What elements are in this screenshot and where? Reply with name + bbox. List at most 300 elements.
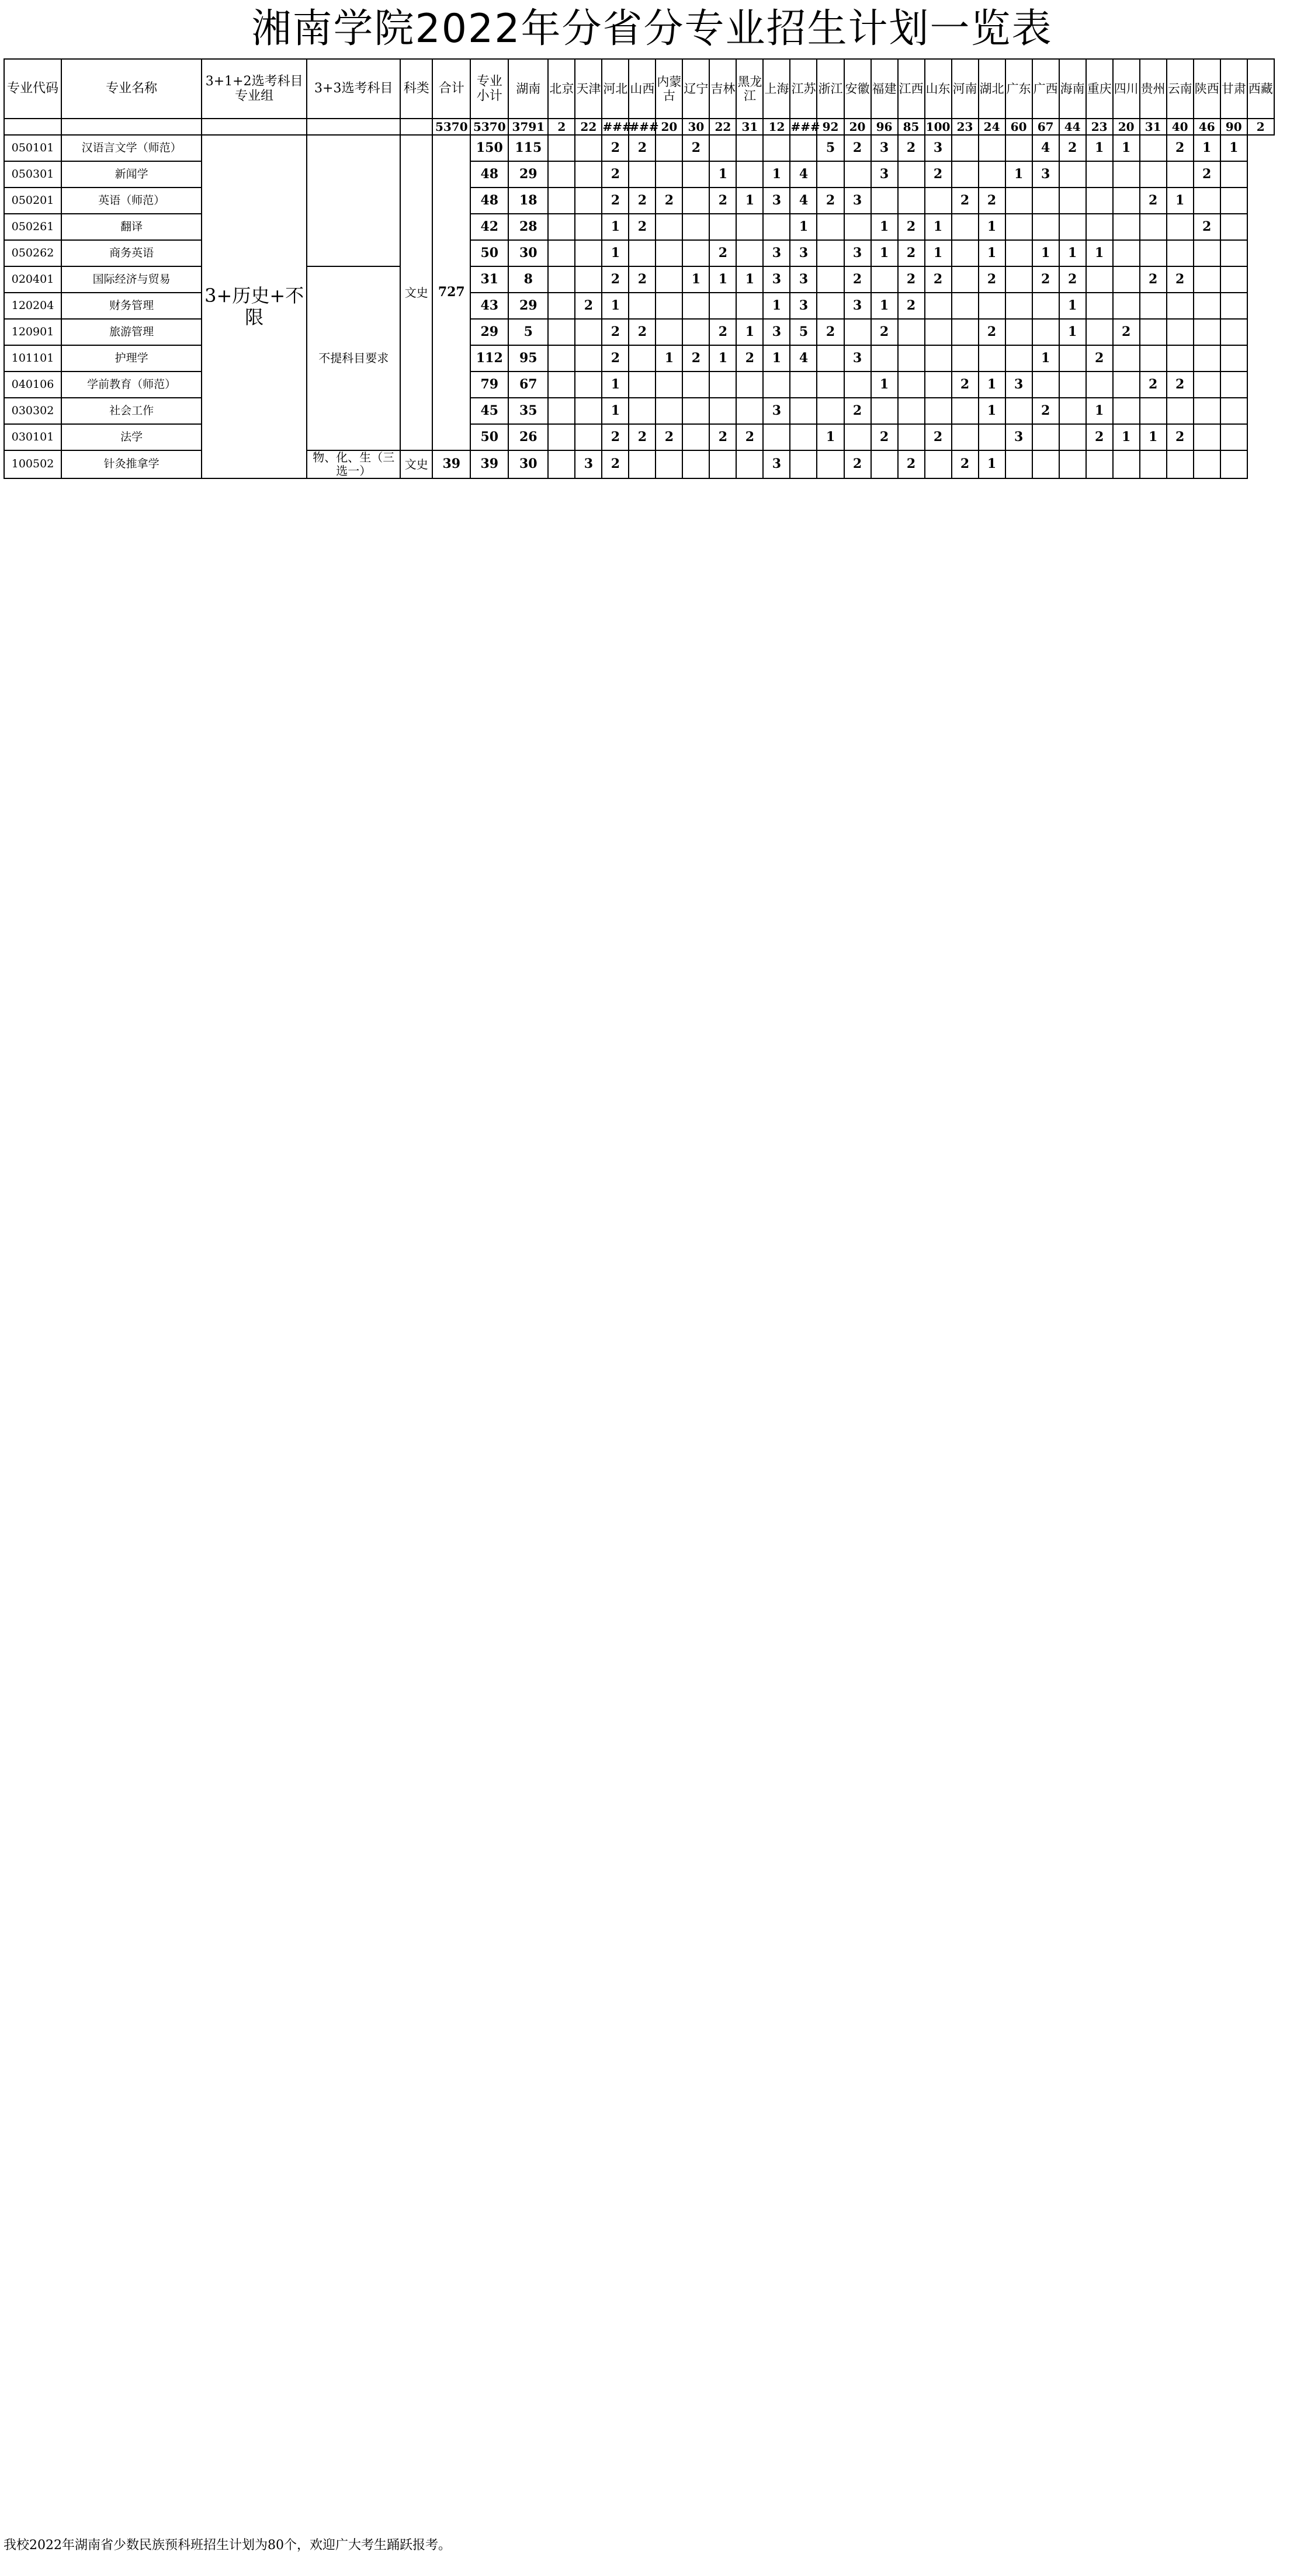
province-value	[575, 398, 602, 424]
province-value	[925, 345, 952, 372]
table-row	[4, 450, 1301, 478]
province-value	[656, 398, 682, 424]
province-value: 1	[979, 398, 1005, 424]
province-value: 1	[871, 240, 898, 266]
header-province: 上海	[763, 59, 790, 119]
major-code: 050261	[4, 214, 61, 240]
province-value	[1005, 214, 1032, 240]
province-value	[1194, 398, 1220, 424]
table-row	[4, 240, 1301, 266]
totals-cell: 5370	[470, 119, 508, 135]
table-row	[4, 319, 1301, 345]
header-province: 贵州	[1140, 59, 1167, 119]
major-subtotal: 50	[470, 424, 508, 450]
province-value: 2	[1167, 135, 1194, 161]
province-value: 1	[709, 266, 736, 293]
province-value: 2	[844, 266, 871, 293]
province-value	[817, 161, 844, 188]
province-value: 4	[790, 188, 817, 214]
province-value: 2	[629, 135, 656, 161]
major-name: 财务管理	[61, 293, 202, 319]
province-value: 2	[736, 424, 763, 450]
province-value	[1220, 424, 1247, 450]
province-value	[898, 398, 925, 424]
province-value: 1	[763, 161, 790, 188]
province-value	[1005, 319, 1032, 345]
major-subtotal: 48	[470, 161, 508, 188]
province-value	[1032, 214, 1059, 240]
province-value	[575, 345, 602, 372]
header-province: 湖北	[979, 59, 1005, 119]
major-subtotal: 31	[470, 266, 508, 293]
header-province: 广西	[1032, 59, 1059, 119]
province-value: 2	[1032, 398, 1059, 424]
province-value	[817, 372, 844, 398]
header-name: 专业名称	[61, 59, 202, 119]
province-value	[1113, 398, 1140, 424]
header-province: 浙江	[817, 59, 844, 119]
province-value	[656, 135, 682, 161]
header-province: 北京	[548, 59, 575, 119]
province-value	[736, 214, 763, 240]
province-value	[1194, 266, 1220, 293]
totals-empty	[307, 119, 400, 135]
major-code: 101101	[4, 345, 61, 372]
province-value: 2	[602, 161, 629, 188]
header-province: 重庆	[1086, 59, 1113, 119]
province-value: 3	[763, 266, 790, 293]
province-value	[1113, 450, 1140, 478]
major-subtotal: 48	[470, 188, 508, 214]
province-value	[1005, 450, 1032, 478]
province-value	[952, 266, 979, 293]
totals-cell: 90	[1220, 119, 1247, 135]
province-value	[1167, 398, 1194, 424]
province-value	[1140, 398, 1167, 424]
province-value	[1220, 240, 1247, 266]
province-value: 2	[979, 266, 1005, 293]
totals-cell: 67	[1032, 119, 1059, 135]
province-value	[575, 135, 602, 161]
province-value: 1	[1032, 345, 1059, 372]
province-value: 4	[1032, 135, 1059, 161]
province-value	[709, 398, 736, 424]
province-value: 1	[736, 319, 763, 345]
province-value	[548, 161, 575, 188]
hunan-value: 35	[508, 398, 548, 424]
province-value: 3	[925, 135, 952, 161]
province-value: 1	[602, 293, 629, 319]
major-code: 030302	[4, 398, 61, 424]
province-value	[1167, 240, 1194, 266]
province-value	[1113, 161, 1140, 188]
province-value	[952, 345, 979, 372]
header-province: 河北	[602, 59, 629, 119]
province-value: 1	[1086, 135, 1113, 161]
province-value: 2	[709, 319, 736, 345]
province-value	[790, 372, 817, 398]
province-value: 2	[629, 424, 656, 450]
major-name: 英语（师范）	[61, 188, 202, 214]
totals-cell: 2	[1247, 119, 1274, 135]
province-value	[1005, 135, 1032, 161]
header-province: 吉林	[709, 59, 736, 119]
province-value: 2	[898, 266, 925, 293]
province-value	[548, 345, 575, 372]
province-value	[952, 240, 979, 266]
province-value: 4	[790, 345, 817, 372]
totals-cell: 23	[952, 119, 979, 135]
header-province: 甘肃	[1220, 59, 1247, 119]
province-value: 2	[1140, 188, 1167, 214]
province-value: 3	[790, 266, 817, 293]
hunan-value: 28	[508, 214, 548, 240]
hunan-value: 8	[508, 266, 548, 293]
province-value	[1005, 398, 1032, 424]
province-value	[925, 450, 952, 478]
province-value	[1140, 240, 1167, 266]
group-total: 39	[432, 450, 470, 478]
table-row	[4, 135, 1301, 161]
province-value: 5	[790, 319, 817, 345]
province-value: 1	[790, 214, 817, 240]
totals-cell: 20	[1113, 119, 1140, 135]
province-value	[1167, 161, 1194, 188]
province-value	[656, 293, 682, 319]
enrollment-table	[4, 58, 1302, 479]
province-value	[709, 450, 736, 478]
province-value	[548, 135, 575, 161]
province-value: 2	[575, 293, 602, 319]
province-value: 1	[1113, 135, 1140, 161]
hunan-value: 115	[508, 135, 548, 161]
province-value	[763, 424, 790, 450]
province-value: 2	[1086, 345, 1113, 372]
province-value	[898, 372, 925, 398]
province-value: 1	[979, 214, 1005, 240]
totals-cell: 30	[682, 119, 709, 135]
province-value: 1	[1059, 319, 1086, 345]
totals-cell: ###	[790, 119, 817, 135]
header-province: 云南	[1167, 59, 1194, 119]
province-value	[844, 319, 871, 345]
province-value	[682, 161, 709, 188]
province-value	[709, 372, 736, 398]
province-value	[763, 372, 790, 398]
province-value: 1	[656, 345, 682, 372]
province-value: 2	[709, 240, 736, 266]
province-value	[656, 372, 682, 398]
totals-cell: 96	[871, 119, 898, 135]
province-value	[656, 161, 682, 188]
elective-empty	[307, 135, 400, 266]
header-province: 天津	[575, 59, 602, 119]
province-value: 1	[1194, 135, 1220, 161]
province-value	[1140, 450, 1167, 478]
province-value	[952, 398, 979, 424]
province-value: 3	[844, 240, 871, 266]
province-value	[629, 240, 656, 266]
province-value: 1	[1113, 424, 1140, 450]
province-value	[548, 450, 575, 478]
table-body	[4, 135, 1301, 478]
province-value	[548, 398, 575, 424]
province-value	[898, 161, 925, 188]
major-code: 120901	[4, 319, 61, 345]
province-value: 2	[709, 188, 736, 214]
province-value: 3	[763, 450, 790, 478]
province-value	[1059, 345, 1086, 372]
major-subtotal: 29	[470, 319, 508, 345]
province-value: 3	[844, 345, 871, 372]
province-value: 2	[925, 424, 952, 450]
province-value: 2	[925, 161, 952, 188]
province-value: 2	[602, 345, 629, 372]
province-value	[548, 214, 575, 240]
province-value	[575, 266, 602, 293]
major-name: 法学	[61, 424, 202, 450]
province-value	[1220, 293, 1247, 319]
province-value	[979, 161, 1005, 188]
header-code: 专业代码	[4, 59, 61, 119]
province-value: 3	[790, 293, 817, 319]
province-value	[682, 214, 709, 240]
province-value	[682, 293, 709, 319]
province-value: 2	[1194, 161, 1220, 188]
province-value	[656, 266, 682, 293]
province-value	[736, 135, 763, 161]
province-value: 2	[1059, 135, 1086, 161]
province-value	[1167, 214, 1194, 240]
province-value	[575, 319, 602, 345]
hunan-value: 30	[508, 240, 548, 266]
province-value: 2	[898, 214, 925, 240]
totals-cell: 44	[1059, 119, 1086, 135]
totals-cell: 85	[898, 119, 925, 135]
province-value: 1	[817, 424, 844, 450]
province-value	[548, 372, 575, 398]
major-subtotal: 45	[470, 398, 508, 424]
province-value	[1005, 266, 1032, 293]
province-value	[736, 161, 763, 188]
province-value: 3	[871, 161, 898, 188]
province-value	[952, 214, 979, 240]
province-value: 2	[844, 135, 871, 161]
header-province: 四川	[1113, 59, 1140, 119]
header-row	[4, 59, 1301, 119]
province-value: 3	[763, 319, 790, 345]
province-value	[1059, 424, 1086, 450]
province-value	[1059, 372, 1086, 398]
province-value	[817, 293, 844, 319]
totals-cell: 24	[979, 119, 1005, 135]
header-province: 安徽	[844, 59, 871, 119]
province-value: 2	[682, 135, 709, 161]
totals-cell: 12	[763, 119, 790, 135]
province-value: 1	[682, 266, 709, 293]
major-code: 120204	[4, 293, 61, 319]
totals-cell: 20	[656, 119, 682, 135]
totals-empty	[400, 119, 432, 135]
major-subtotal: 150	[470, 135, 508, 161]
province-value: 2	[898, 293, 925, 319]
province-value	[1220, 161, 1247, 188]
major-code: 050201	[4, 188, 61, 214]
major-subtotal: 39	[470, 450, 508, 478]
province-value	[1194, 372, 1220, 398]
province-value: 2	[1167, 424, 1194, 450]
major-code: 050262	[4, 240, 61, 266]
major-subtotal: 50	[470, 240, 508, 266]
totals-empty	[61, 119, 202, 135]
province-value	[548, 188, 575, 214]
province-value: 1	[736, 266, 763, 293]
province-value	[817, 240, 844, 266]
province-value: 1	[871, 372, 898, 398]
province-value: 2	[656, 188, 682, 214]
province-value: 1	[602, 398, 629, 424]
major-name: 学前教育（师范）	[61, 372, 202, 398]
elective-requirement: 物、化、生（三选一）	[307, 450, 400, 478]
header-province: 河南	[952, 59, 979, 119]
province-value	[871, 266, 898, 293]
province-value	[1059, 188, 1086, 214]
province-value	[952, 161, 979, 188]
totals-empty	[4, 119, 61, 135]
province-value	[629, 450, 656, 478]
header-province: 江西	[898, 59, 925, 119]
header-province: 陕西	[1194, 59, 1220, 119]
province-value	[548, 424, 575, 450]
header-province: 山东	[925, 59, 952, 119]
province-value: 2	[844, 398, 871, 424]
province-value: 2	[656, 424, 682, 450]
province-value	[1086, 293, 1113, 319]
province-value: 3	[844, 293, 871, 319]
subject-group: 3+历史+不限	[202, 135, 307, 478]
totals-cell: 31	[736, 119, 763, 135]
province-value	[817, 398, 844, 424]
header-total: 合计	[432, 59, 470, 119]
province-value: 2	[1032, 266, 1059, 293]
province-value	[898, 188, 925, 214]
province-value: 1	[763, 345, 790, 372]
major-name: 商务英语	[61, 240, 202, 266]
major-code: 100502	[4, 450, 61, 478]
province-value: 1	[602, 240, 629, 266]
province-value	[871, 188, 898, 214]
table-row	[4, 188, 1301, 214]
province-value	[1194, 450, 1220, 478]
province-value	[790, 398, 817, 424]
header-province: 福建	[871, 59, 898, 119]
province-value	[1140, 135, 1167, 161]
province-value: 2	[979, 188, 1005, 214]
province-value	[844, 214, 871, 240]
major-name: 国际经济与贸易	[61, 266, 202, 293]
province-value: 3	[1032, 161, 1059, 188]
province-value	[790, 135, 817, 161]
province-value	[1113, 345, 1140, 372]
totals-cell: 92	[817, 119, 844, 135]
province-value: 3	[844, 188, 871, 214]
province-value	[575, 188, 602, 214]
province-value: 1	[1059, 240, 1086, 266]
totals-cell: 100	[925, 119, 952, 135]
province-value: 1	[763, 293, 790, 319]
province-value: 2	[925, 266, 952, 293]
header-province: 黑龙江	[736, 59, 763, 119]
province-value	[925, 293, 952, 319]
province-value	[629, 345, 656, 372]
header-group33: 3+3选考科目	[307, 59, 400, 119]
province-value	[1032, 319, 1059, 345]
header-province: 西藏	[1247, 59, 1274, 119]
province-value	[1032, 450, 1059, 478]
hunan-value: 5	[508, 319, 548, 345]
province-value: 3	[871, 135, 898, 161]
hunan-value: 67	[508, 372, 548, 398]
province-value: 2	[682, 345, 709, 372]
province-value	[548, 266, 575, 293]
province-value: 2	[1113, 319, 1140, 345]
province-value	[1086, 372, 1113, 398]
province-value: 1	[602, 214, 629, 240]
province-value	[1032, 372, 1059, 398]
major-name: 汉语言文学（师范）	[61, 135, 202, 161]
province-value	[763, 135, 790, 161]
province-value	[1167, 319, 1194, 345]
province-value	[1140, 319, 1167, 345]
province-value	[844, 372, 871, 398]
province-value: 3	[1005, 372, 1032, 398]
major-code: 050101	[4, 135, 61, 161]
province-value: 2	[602, 450, 629, 478]
province-value: 3	[1005, 424, 1032, 450]
major-name: 旅游管理	[61, 319, 202, 345]
table-row	[4, 266, 1301, 293]
province-value	[1194, 293, 1220, 319]
province-value	[1220, 188, 1247, 214]
province-value: 3	[763, 398, 790, 424]
province-value: 1	[709, 161, 736, 188]
province-value	[548, 293, 575, 319]
province-value	[817, 214, 844, 240]
province-value: 2	[602, 188, 629, 214]
province-value	[575, 240, 602, 266]
table-row	[4, 424, 1301, 450]
totals-cell: 31	[1140, 119, 1167, 135]
province-value	[1032, 424, 1059, 450]
province-value	[1140, 214, 1167, 240]
header-type: 科类	[400, 59, 432, 119]
hunan-value: 18	[508, 188, 548, 214]
province-value: 4	[790, 161, 817, 188]
hunan-value: 26	[508, 424, 548, 450]
major-subtotal: 112	[470, 345, 508, 372]
province-value	[1059, 161, 1086, 188]
province-value	[925, 188, 952, 214]
subject-type: 文史	[400, 135, 432, 450]
totals-cell: 23	[1086, 119, 1113, 135]
province-value: 2	[602, 266, 629, 293]
table-row	[4, 372, 1301, 398]
header-province: 湖南	[508, 59, 548, 119]
province-value	[871, 450, 898, 478]
province-value: 2	[602, 424, 629, 450]
table-row	[4, 293, 1301, 319]
province-value	[1194, 319, 1220, 345]
